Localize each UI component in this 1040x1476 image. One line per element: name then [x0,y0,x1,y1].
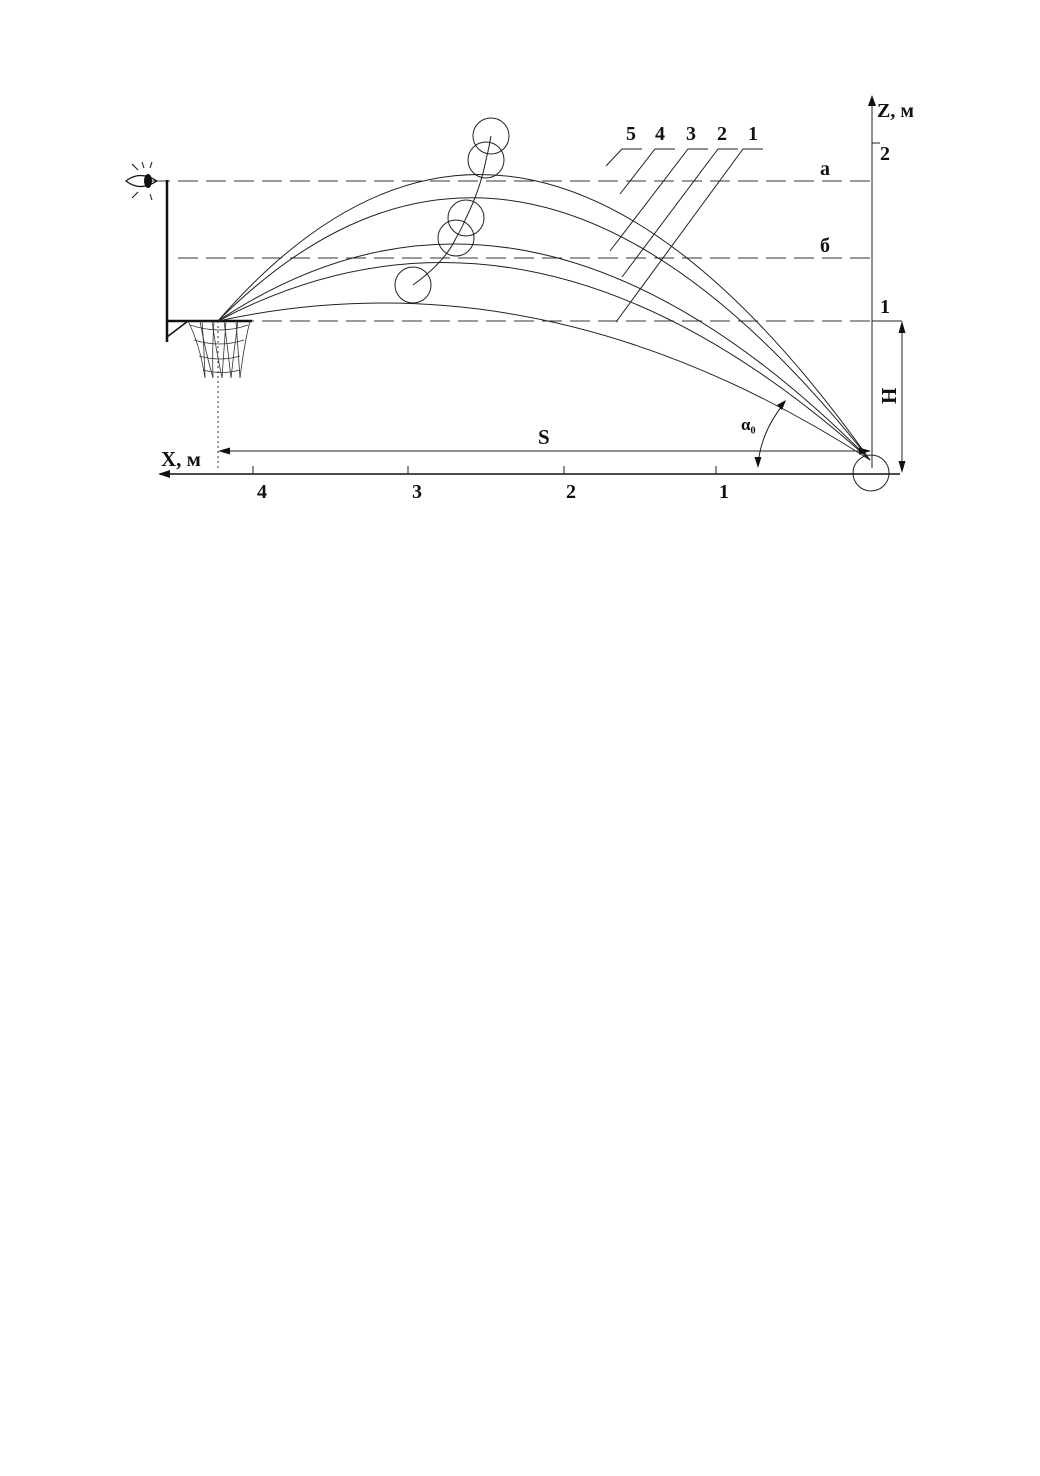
trajectory-labels [626,123,758,145]
distance-dimension [218,425,871,455]
rim-bracket [167,321,188,337]
z-tick-label-2: 2 [880,143,890,165]
trajectory-label-3: 3 [686,123,696,145]
basket [167,180,252,468]
ball-positions [395,118,889,491]
x-tick-label-2: 2 [566,481,576,503]
x-axis-label: X, м [161,447,201,471]
x-tick-label-3: 3 [412,481,422,503]
x-axis-arrow [158,470,170,478]
height-label: H [877,387,901,404]
distance-label: S [538,425,550,449]
level-b-label: б [820,235,830,257]
leader-4 [620,149,675,194]
trajectory-5 [218,175,870,460]
x-axis [158,447,900,503]
leader-3 [610,149,708,251]
z-tick-label-1: 1 [880,296,890,318]
release-angle [741,400,786,468]
angle-label: α₀ [741,415,756,434]
trajectory-label-1: 1 [748,123,758,145]
leader-1 [616,149,763,322]
reference-levels [150,181,872,321]
height-dimension [877,321,906,473]
z-axis-arrow [868,95,876,106]
label-leaders [606,149,763,322]
z-axis [868,95,914,468]
ball-release [853,455,889,491]
x-tick-label-1: 1 [719,481,729,503]
net [188,321,250,378]
trajectories [218,175,870,460]
trajectory-label-4: 4 [655,123,665,145]
trajectory-label-2: 2 [717,123,727,145]
angle-arc [758,402,785,466]
leader-5 [606,149,642,166]
level-a-label: а [820,158,830,180]
x-tick-label-4: 4 [257,481,267,503]
z-axis-label: Z, м [877,100,914,122]
trajectory-label-5: 5 [626,123,636,145]
